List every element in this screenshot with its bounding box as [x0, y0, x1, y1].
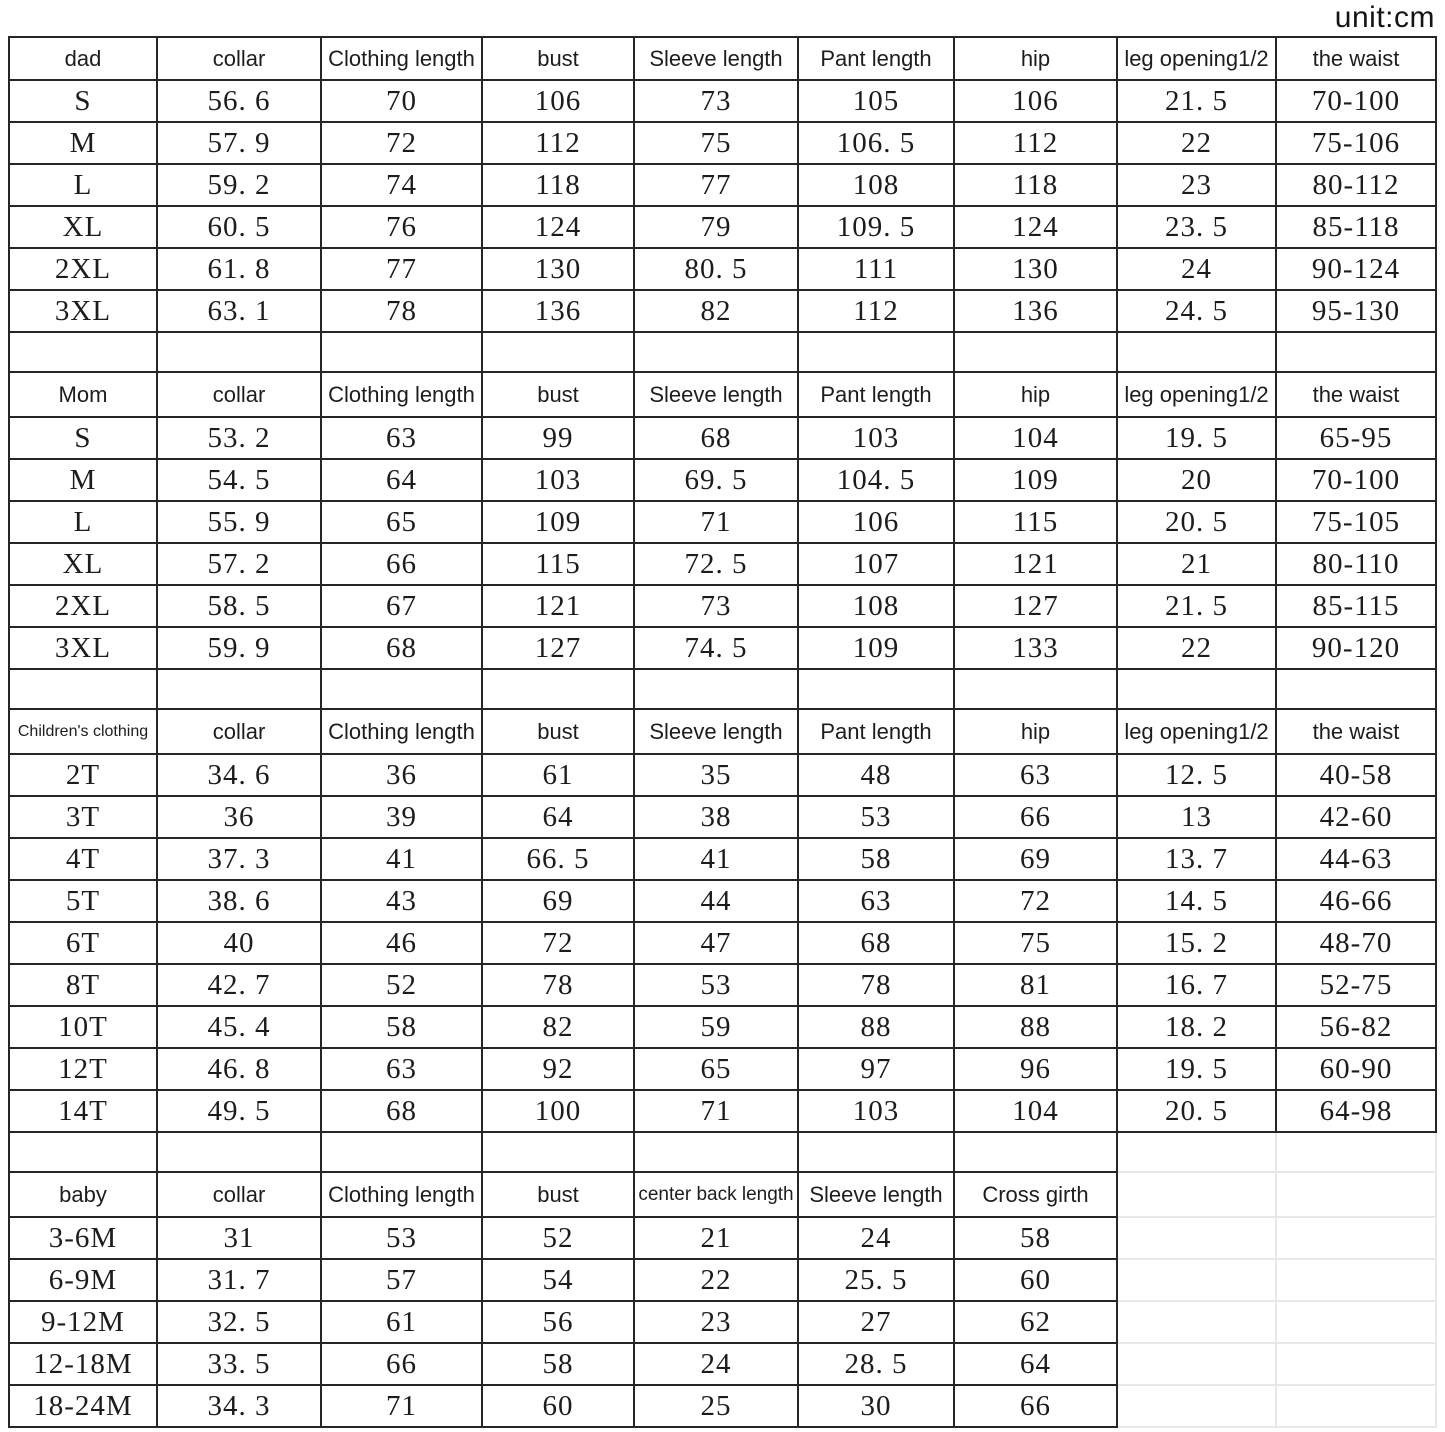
value-cell: 66 — [955, 797, 1118, 839]
size-label-cell: 6T — [8, 923, 158, 965]
value-cell: 21. 5 — [1118, 586, 1277, 628]
value-cell: 80-112 — [1277, 165, 1437, 207]
value-cell: 66 — [322, 544, 483, 586]
empty-grid-cell — [1277, 1386, 1437, 1428]
value-cell: 22 — [1118, 628, 1277, 670]
value-cell: 42-60 — [1277, 797, 1437, 839]
value-cell: 67 — [322, 586, 483, 628]
value-cell: 40 — [158, 923, 322, 965]
value-cell: 127 — [483, 628, 635, 670]
value-cell: 121 — [483, 586, 635, 628]
value-cell: 73 — [635, 81, 799, 123]
column-header-cell: collar — [158, 710, 322, 755]
value-cell: 88 — [799, 1007, 955, 1049]
size-label-cell: 18-24M — [8, 1386, 158, 1428]
value-cell: 85-118 — [1277, 207, 1437, 249]
value-cell: 71 — [635, 502, 799, 544]
value-cell: 90-120 — [1277, 628, 1437, 670]
value-cell: 44 — [635, 881, 799, 923]
value-cell: 56 — [483, 1302, 635, 1344]
empty-grid-cell — [1118, 1133, 1277, 1173]
separator-cell — [635, 333, 799, 373]
value-cell: 61 — [322, 1302, 483, 1344]
column-header-cell: hip — [955, 710, 1118, 755]
value-cell: 66 — [955, 1386, 1118, 1428]
column-header-cell: Clothing length — [322, 373, 483, 418]
size-label-cell: 4T — [8, 839, 158, 881]
value-cell: 100 — [483, 1091, 635, 1133]
value-cell: 52 — [483, 1218, 635, 1260]
value-cell: 107 — [799, 544, 955, 586]
size-label-cell: 3T — [8, 797, 158, 839]
value-cell: 136 — [483, 291, 635, 333]
separator-cell — [955, 333, 1118, 373]
value-cell: 48-70 — [1277, 923, 1437, 965]
value-cell: 59. 9 — [158, 628, 322, 670]
empty-grid-cell — [1277, 1218, 1437, 1260]
value-cell: 112 — [799, 291, 955, 333]
value-cell: 127 — [955, 586, 1118, 628]
value-cell: 136 — [955, 291, 1118, 333]
value-cell: 133 — [955, 628, 1118, 670]
separator-cell — [635, 670, 799, 710]
value-cell: 111 — [799, 249, 955, 291]
value-cell: 24 — [1118, 249, 1277, 291]
value-cell: 92 — [483, 1049, 635, 1091]
size-label-cell: 3XL — [8, 291, 158, 333]
size-label-cell: XL — [8, 207, 158, 249]
separator-cell — [799, 333, 955, 373]
column-header-cell: Clothing length — [322, 36, 483, 81]
value-cell: 60. 5 — [158, 207, 322, 249]
value-cell: 81 — [955, 965, 1118, 1007]
value-cell: 61. 8 — [158, 249, 322, 291]
value-cell: 54. 5 — [158, 460, 322, 502]
value-cell: 44-63 — [1277, 839, 1437, 881]
value-cell: 63. 1 — [158, 291, 322, 333]
value-cell: 112 — [483, 123, 635, 165]
value-cell: 23 — [1118, 165, 1277, 207]
separator-cell — [158, 333, 322, 373]
value-cell: 52 — [322, 965, 483, 1007]
value-cell: 46. 8 — [158, 1049, 322, 1091]
value-cell: 69. 5 — [635, 460, 799, 502]
column-header-cell: Sleeve length — [635, 36, 799, 81]
value-cell: 21 — [1118, 544, 1277, 586]
empty-grid-cell — [1277, 1302, 1437, 1344]
value-cell: 15. 2 — [1118, 923, 1277, 965]
value-cell: 57 — [322, 1260, 483, 1302]
column-header-cell: Clothing length — [322, 1173, 483, 1218]
column-header-cell: Sleeve length — [635, 710, 799, 755]
column-header-cell: hip — [955, 373, 1118, 418]
empty-grid-cell — [1118, 1386, 1277, 1428]
value-cell: 96 — [955, 1049, 1118, 1091]
empty-grid-cell — [1118, 1344, 1277, 1386]
column-header-cell: bust — [483, 373, 635, 418]
value-cell: 22 — [635, 1260, 799, 1302]
size-label-cell: 2XL — [8, 586, 158, 628]
value-cell: 64 — [483, 797, 635, 839]
value-cell: 95-130 — [1277, 291, 1437, 333]
value-cell: 21. 5 — [1118, 81, 1277, 123]
value-cell: 124 — [955, 207, 1118, 249]
value-cell: 38. 6 — [158, 881, 322, 923]
column-header-cell: hip — [955, 36, 1118, 81]
value-cell: 90-124 — [1277, 249, 1437, 291]
value-cell: 31 — [158, 1218, 322, 1260]
value-cell: 118 — [483, 165, 635, 207]
value-cell: 106 — [799, 502, 955, 544]
value-cell: 75-105 — [1277, 502, 1437, 544]
value-cell: 36 — [158, 797, 322, 839]
value-cell: 66 — [322, 1344, 483, 1386]
value-cell: 24 — [635, 1344, 799, 1386]
section-title-cell: Children's clothing — [8, 710, 158, 755]
value-cell: 106 — [483, 81, 635, 123]
size-label-cell: M — [8, 123, 158, 165]
size-label-cell: S — [8, 418, 158, 460]
value-cell: 52-75 — [1277, 965, 1437, 1007]
empty-grid-cell — [1277, 1344, 1437, 1386]
value-cell: 39 — [322, 797, 483, 839]
value-cell: 115 — [483, 544, 635, 586]
value-cell: 109. 5 — [799, 207, 955, 249]
size-label-cell: 3-6M — [8, 1218, 158, 1260]
value-cell: 69 — [483, 881, 635, 923]
value-cell: 104 — [955, 418, 1118, 460]
value-cell: 97 — [799, 1049, 955, 1091]
column-header-cell: bust — [483, 710, 635, 755]
value-cell: 79 — [635, 207, 799, 249]
separator-cell — [158, 1133, 322, 1173]
value-cell: 108 — [799, 586, 955, 628]
value-cell: 34. 6 — [158, 755, 322, 797]
size-label-cell: 12T — [8, 1049, 158, 1091]
separator-cell — [799, 1133, 955, 1173]
column-header-cell: collar — [158, 1173, 322, 1218]
value-cell: 22 — [1118, 123, 1277, 165]
column-header-cell: Sleeve length — [635, 373, 799, 418]
value-cell: 69 — [955, 839, 1118, 881]
value-cell: 34. 3 — [158, 1386, 322, 1428]
value-cell: 78 — [322, 291, 483, 333]
value-cell: 106 — [955, 81, 1118, 123]
value-cell: 112 — [955, 123, 1118, 165]
size-chart-table — [8, 36, 1437, 1428]
column-header-cell: collar — [158, 373, 322, 418]
separator-cell — [1118, 670, 1277, 710]
column-header-cell: the waist — [1277, 373, 1437, 418]
value-cell: 55. 9 — [158, 502, 322, 544]
separator-cell — [158, 670, 322, 710]
value-cell: 75-106 — [1277, 123, 1437, 165]
value-cell: 82 — [483, 1007, 635, 1049]
value-cell: 109 — [483, 502, 635, 544]
value-cell: 57. 2 — [158, 544, 322, 586]
value-cell: 53. 2 — [158, 418, 322, 460]
value-cell: 25 — [635, 1386, 799, 1428]
empty-grid-cell — [1118, 1260, 1277, 1302]
column-header-cell: Cross girth — [955, 1173, 1118, 1218]
value-cell: 74 — [322, 165, 483, 207]
size-label-cell: S — [8, 81, 158, 123]
separator-cell — [8, 333, 158, 373]
size-label-cell: 2XL — [8, 249, 158, 291]
value-cell: 60-90 — [1277, 1049, 1437, 1091]
value-cell: 41 — [635, 839, 799, 881]
separator-cell — [635, 1133, 799, 1173]
value-cell: 16. 7 — [1118, 965, 1277, 1007]
value-cell: 70-100 — [1277, 81, 1437, 123]
value-cell: 65 — [322, 502, 483, 544]
value-cell: 38 — [635, 797, 799, 839]
value-cell: 62 — [955, 1302, 1118, 1344]
separator-cell — [322, 670, 483, 710]
value-cell: 58. 5 — [158, 586, 322, 628]
size-label-cell: M — [8, 460, 158, 502]
value-cell: 63 — [799, 881, 955, 923]
value-cell: 42. 7 — [158, 965, 322, 1007]
value-cell: 121 — [955, 544, 1118, 586]
separator-cell — [483, 333, 635, 373]
empty-grid-cell — [1277, 1173, 1437, 1218]
value-cell: 12. 5 — [1118, 755, 1277, 797]
size-label-cell: 2T — [8, 755, 158, 797]
value-cell: 78 — [483, 965, 635, 1007]
separator-cell — [483, 670, 635, 710]
value-cell: 37. 3 — [158, 839, 322, 881]
empty-grid-cell — [1118, 1218, 1277, 1260]
value-cell: 76 — [322, 207, 483, 249]
value-cell: 19. 5 — [1118, 418, 1277, 460]
empty-grid-cell — [1277, 1133, 1437, 1173]
value-cell: 64-98 — [1277, 1091, 1437, 1133]
value-cell: 68 — [799, 923, 955, 965]
value-cell: 13 — [1118, 797, 1277, 839]
section-title-cell: dad — [8, 36, 158, 81]
section-title-cell: Mom — [8, 373, 158, 418]
value-cell: 53 — [322, 1218, 483, 1260]
value-cell: 71 — [322, 1386, 483, 1428]
value-cell: 70 — [322, 81, 483, 123]
value-cell: 58 — [955, 1218, 1118, 1260]
value-cell: 28. 5 — [799, 1344, 955, 1386]
separator-cell — [322, 1133, 483, 1173]
separator-cell — [1277, 670, 1437, 710]
value-cell: 77 — [322, 249, 483, 291]
value-cell: 32. 5 — [158, 1302, 322, 1344]
value-cell: 63 — [322, 418, 483, 460]
value-cell: 48 — [799, 755, 955, 797]
column-header-cell: bust — [483, 36, 635, 81]
value-cell: 46-66 — [1277, 881, 1437, 923]
value-cell: 53 — [635, 965, 799, 1007]
column-header-cell: Pant length — [799, 36, 955, 81]
value-cell: 99 — [483, 418, 635, 460]
value-cell: 68 — [322, 628, 483, 670]
value-cell: 75 — [955, 923, 1118, 965]
empty-grid-cell — [1118, 1302, 1277, 1344]
value-cell: 103 — [799, 418, 955, 460]
size-label-cell: 5T — [8, 881, 158, 923]
value-cell: 58 — [322, 1007, 483, 1049]
value-cell: 103 — [483, 460, 635, 502]
size-label-cell: 12-18M — [8, 1344, 158, 1386]
value-cell: 124 — [483, 207, 635, 249]
value-cell: 109 — [799, 628, 955, 670]
value-cell: 35 — [635, 755, 799, 797]
separator-cell — [483, 1133, 635, 1173]
size-label-cell: 3XL — [8, 628, 158, 670]
value-cell: 66. 5 — [483, 839, 635, 881]
value-cell: 68 — [635, 418, 799, 460]
value-cell: 49. 5 — [158, 1091, 322, 1133]
separator-cell — [1118, 333, 1277, 373]
value-cell: 18. 2 — [1118, 1007, 1277, 1049]
value-cell: 20 — [1118, 460, 1277, 502]
value-cell: 103 — [799, 1091, 955, 1133]
value-cell: 82 — [635, 291, 799, 333]
value-cell: 23 — [635, 1302, 799, 1344]
value-cell: 54 — [483, 1260, 635, 1302]
value-cell: 19. 5 — [1118, 1049, 1277, 1091]
value-cell: 53 — [799, 797, 955, 839]
value-cell: 27 — [799, 1302, 955, 1344]
separator-cell — [955, 670, 1118, 710]
value-cell: 58 — [483, 1344, 635, 1386]
value-cell: 30 — [799, 1386, 955, 1428]
empty-grid-cell — [1277, 1260, 1437, 1302]
value-cell: 108 — [799, 165, 955, 207]
value-cell: 72 — [322, 123, 483, 165]
column-header-cell: Pant length — [799, 373, 955, 418]
column-header-cell: leg opening1/2 — [1118, 373, 1277, 418]
value-cell: 45. 4 — [158, 1007, 322, 1049]
value-cell: 80. 5 — [635, 249, 799, 291]
size-label-cell: L — [8, 165, 158, 207]
column-header-cell: the waist — [1277, 710, 1437, 755]
empty-grid-cell — [1118, 1173, 1277, 1218]
value-cell: 36 — [322, 755, 483, 797]
value-cell: 13. 7 — [1118, 839, 1277, 881]
separator-cell — [1277, 333, 1437, 373]
value-cell: 41 — [322, 839, 483, 881]
size-label-cell: 14T — [8, 1091, 158, 1133]
value-cell: 47 — [635, 923, 799, 965]
value-cell: 109 — [955, 460, 1118, 502]
value-cell: 24 — [799, 1218, 955, 1260]
separator-cell — [955, 1133, 1118, 1173]
column-header-cell: Clothing length — [322, 710, 483, 755]
size-label-cell: 9-12M — [8, 1302, 158, 1344]
value-cell: 64 — [322, 460, 483, 502]
value-cell: 23. 5 — [1118, 207, 1277, 249]
value-cell: 130 — [955, 249, 1118, 291]
value-cell: 72 — [955, 881, 1118, 923]
value-cell: 56-82 — [1277, 1007, 1437, 1049]
value-cell: 80-110 — [1277, 544, 1437, 586]
value-cell: 72 — [483, 923, 635, 965]
separator-cell — [8, 670, 158, 710]
value-cell: 57. 9 — [158, 123, 322, 165]
value-cell: 31. 7 — [158, 1260, 322, 1302]
section-title-cell: baby — [8, 1173, 158, 1218]
value-cell: 118 — [955, 165, 1118, 207]
value-cell: 61 — [483, 755, 635, 797]
value-cell: 68 — [322, 1091, 483, 1133]
value-cell: 78 — [799, 965, 955, 1007]
value-cell: 59. 2 — [158, 165, 322, 207]
size-label-cell: 10T — [8, 1007, 158, 1049]
value-cell: 74. 5 — [635, 628, 799, 670]
value-cell: 58 — [799, 839, 955, 881]
column-header-cell: center back length — [635, 1173, 799, 1218]
value-cell: 72. 5 — [635, 544, 799, 586]
value-cell: 104 — [955, 1091, 1118, 1133]
column-header-cell: bust — [483, 1173, 635, 1218]
column-header-cell: collar — [158, 36, 322, 81]
column-header-cell: leg opening1/2 — [1118, 36, 1277, 81]
value-cell: 24. 5 — [1118, 291, 1277, 333]
value-cell: 115 — [955, 502, 1118, 544]
value-cell: 71 — [635, 1091, 799, 1133]
value-cell: 56. 6 — [158, 81, 322, 123]
value-cell: 46 — [322, 923, 483, 965]
value-cell: 40-58 — [1277, 755, 1437, 797]
value-cell: 43 — [322, 881, 483, 923]
value-cell: 20. 5 — [1118, 1091, 1277, 1133]
value-cell: 14. 5 — [1118, 881, 1277, 923]
value-cell: 60 — [955, 1260, 1118, 1302]
value-cell: 75 — [635, 123, 799, 165]
value-cell: 70-100 — [1277, 460, 1437, 502]
value-cell: 65-95 — [1277, 418, 1437, 460]
value-cell: 33. 5 — [158, 1344, 322, 1386]
value-cell: 59 — [635, 1007, 799, 1049]
value-cell: 60 — [483, 1386, 635, 1428]
size-label-cell: L — [8, 502, 158, 544]
value-cell: 63 — [322, 1049, 483, 1091]
size-label-cell: 6-9M — [8, 1260, 158, 1302]
value-cell: 88 — [955, 1007, 1118, 1049]
value-cell: 65 — [635, 1049, 799, 1091]
value-cell: 64 — [955, 1344, 1118, 1386]
separator-cell — [322, 333, 483, 373]
size-label-cell: XL — [8, 544, 158, 586]
unit-label: unit:cm — [1334, 1, 1435, 34]
value-cell: 63 — [955, 755, 1118, 797]
value-cell: 77 — [635, 165, 799, 207]
value-cell: 106. 5 — [799, 123, 955, 165]
value-cell: 85-115 — [1277, 586, 1437, 628]
column-header-cell: the waist — [1277, 36, 1437, 81]
value-cell: 25. 5 — [799, 1260, 955, 1302]
column-header-cell: leg opening1/2 — [1118, 710, 1277, 755]
value-cell: 21 — [635, 1218, 799, 1260]
column-header-cell: Sleeve length — [799, 1173, 955, 1218]
value-cell: 105 — [799, 81, 955, 123]
value-cell: 130 — [483, 249, 635, 291]
separator-cell — [8, 1133, 158, 1173]
column-header-cell: Pant length — [799, 710, 955, 755]
value-cell: 104. 5 — [799, 460, 955, 502]
value-cell: 20. 5 — [1118, 502, 1277, 544]
size-label-cell: 8T — [8, 965, 158, 1007]
separator-cell — [799, 670, 955, 710]
value-cell: 73 — [635, 586, 799, 628]
